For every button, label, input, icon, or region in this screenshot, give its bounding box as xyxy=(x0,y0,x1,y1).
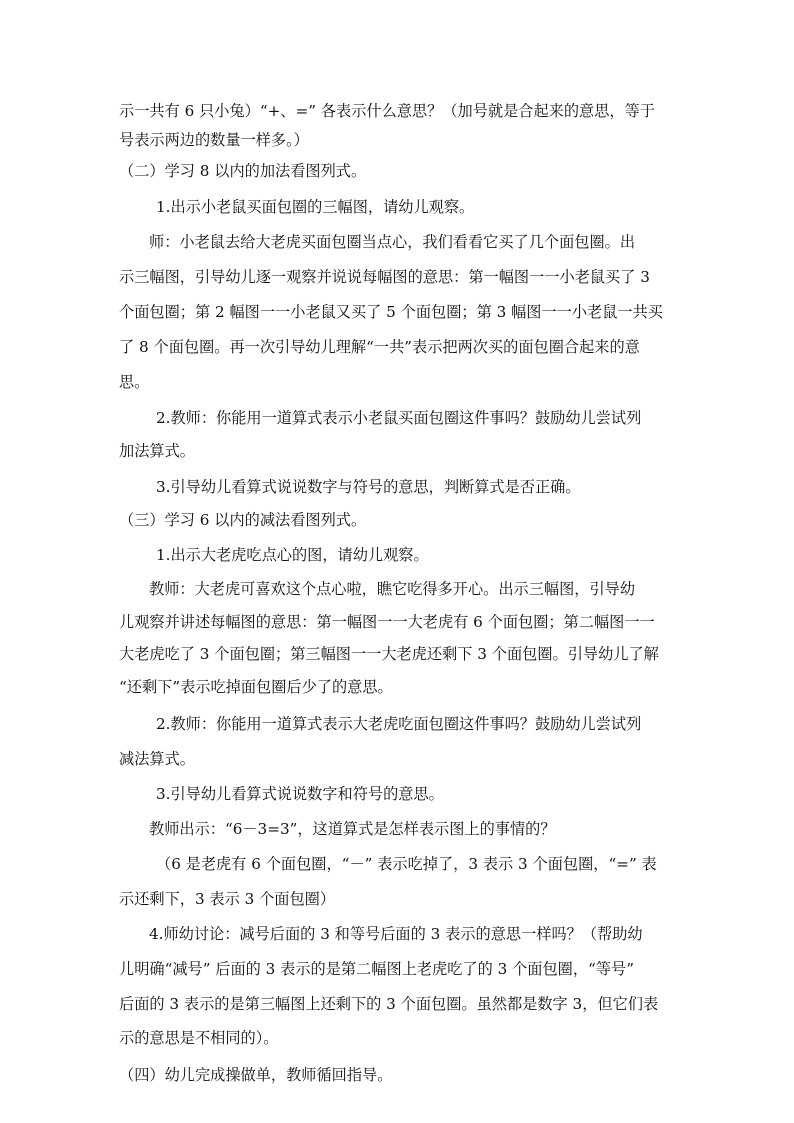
text-line-15: 教师：大老虎可喜欢这个点心啦，瞧它吃得多开心。出示三幅图，引导幼 xyxy=(149,580,635,598)
text-line-11: 加法算式。 xyxy=(119,442,195,460)
text-line-26: 儿明确“减号” 后面的 3 表示的是第二幅图上老虎吃了的 3 个面包圈，“等号” xyxy=(119,960,634,978)
text-line-19: 2.教师：你能用一道算式表示大老虎吃面包圈这件事吗？鼓励幼儿尝试列 xyxy=(156,715,642,733)
text-line-20: 减法算式。 xyxy=(119,750,195,768)
text-line-12: 3.引导幼儿看算式说说数字与符号的意思，判断算式是否正确。 xyxy=(156,478,581,496)
text-line-4: 1.出示小老鼠买面包圈的三幅图，请幼儿观察。 xyxy=(156,198,475,216)
text-line-6: 示三幅图，引导幼儿逐一观察并说说每幅图的意思：第一幅图一一小老鼠买了 3 xyxy=(119,268,650,286)
text-line-27: 后面的 3 表示的是第三幅图上还剩下的 3 个面包圈。虽然都是数字 3，但它们表 xyxy=(119,995,659,1013)
text-line-17: 大老虎吃了 3 个面包圈；第三幅图一一大老虎还剩下 3 个面包圈。引导幼儿了解 xyxy=(119,645,659,663)
text-line-14: 1.出示大老虎吃点心的图，请幼儿观察。 xyxy=(156,546,429,564)
text-line-5: 师：小老鼠去给大老虎买面包圈当点心，我们看看它买了几个面包圈。出 xyxy=(149,233,635,251)
text-line-8: 了 8 个面包圈。再一次引导幼儿理解“一共”表示把两次买的面包圈合起来的意 xyxy=(119,338,640,356)
text-line-10: 2.教师：你能用一道算式表示小老鼠买面包圈这件事吗？鼓励幼儿尝试列 xyxy=(156,409,642,427)
text-line-25: 4.师幼讨论：减号后面的 3 和等号后面的 3 表示的意思一样吗？（帮助幼 xyxy=(149,925,643,943)
section-heading-4: （四）幼儿完成操做单，教师循回指导。 xyxy=(119,1066,393,1084)
text-line-9: 思。 xyxy=(119,373,150,391)
text-line-18: “还剩下”表示吃掉面包圈后少了的意思。 xyxy=(119,678,393,696)
section-heading-2: （二）学习 8 以内的加法看图列式。 xyxy=(119,162,367,180)
text-line-1: 示一共有 6 只小兔）“+、=” 各表示什么意思？（加号就是合起来的意思，等于 xyxy=(119,102,655,120)
section-heading-3: （三）学习 6 以内的减法看图列式。 xyxy=(119,511,367,529)
text-line-23: （6 是老虎有 6 个面包圈，“－” 表示吃掉了，3 表示 3 个面包圈，“=” 表 xyxy=(156,855,657,873)
text-line-16: 儿观察并讲述每幅图的意思：第一幅图一一大老虎有 6 个面包圈；第二幅图一一 xyxy=(119,613,655,631)
text-line-22: 教师出示：“6－3=3”，这道算式是怎样表示图上的事情的？ xyxy=(149,820,556,838)
text-line-2: 号表示两边的数量一样多。） xyxy=(119,131,309,149)
text-line-7: 个面包圈；第 2 幅图一一小老鼠又买了 5 个面包圈；第 3 幅图一一小老鼠一共买 xyxy=(119,303,663,321)
text-line-28: 示的意思是不相同的）。 xyxy=(119,1029,279,1047)
text-line-24: 示还剩下，3 表示 3 个面包圈） xyxy=(119,890,336,908)
text-line-21: 3.引导幼儿看算式说说数字和符号的意思。 xyxy=(156,785,444,803)
